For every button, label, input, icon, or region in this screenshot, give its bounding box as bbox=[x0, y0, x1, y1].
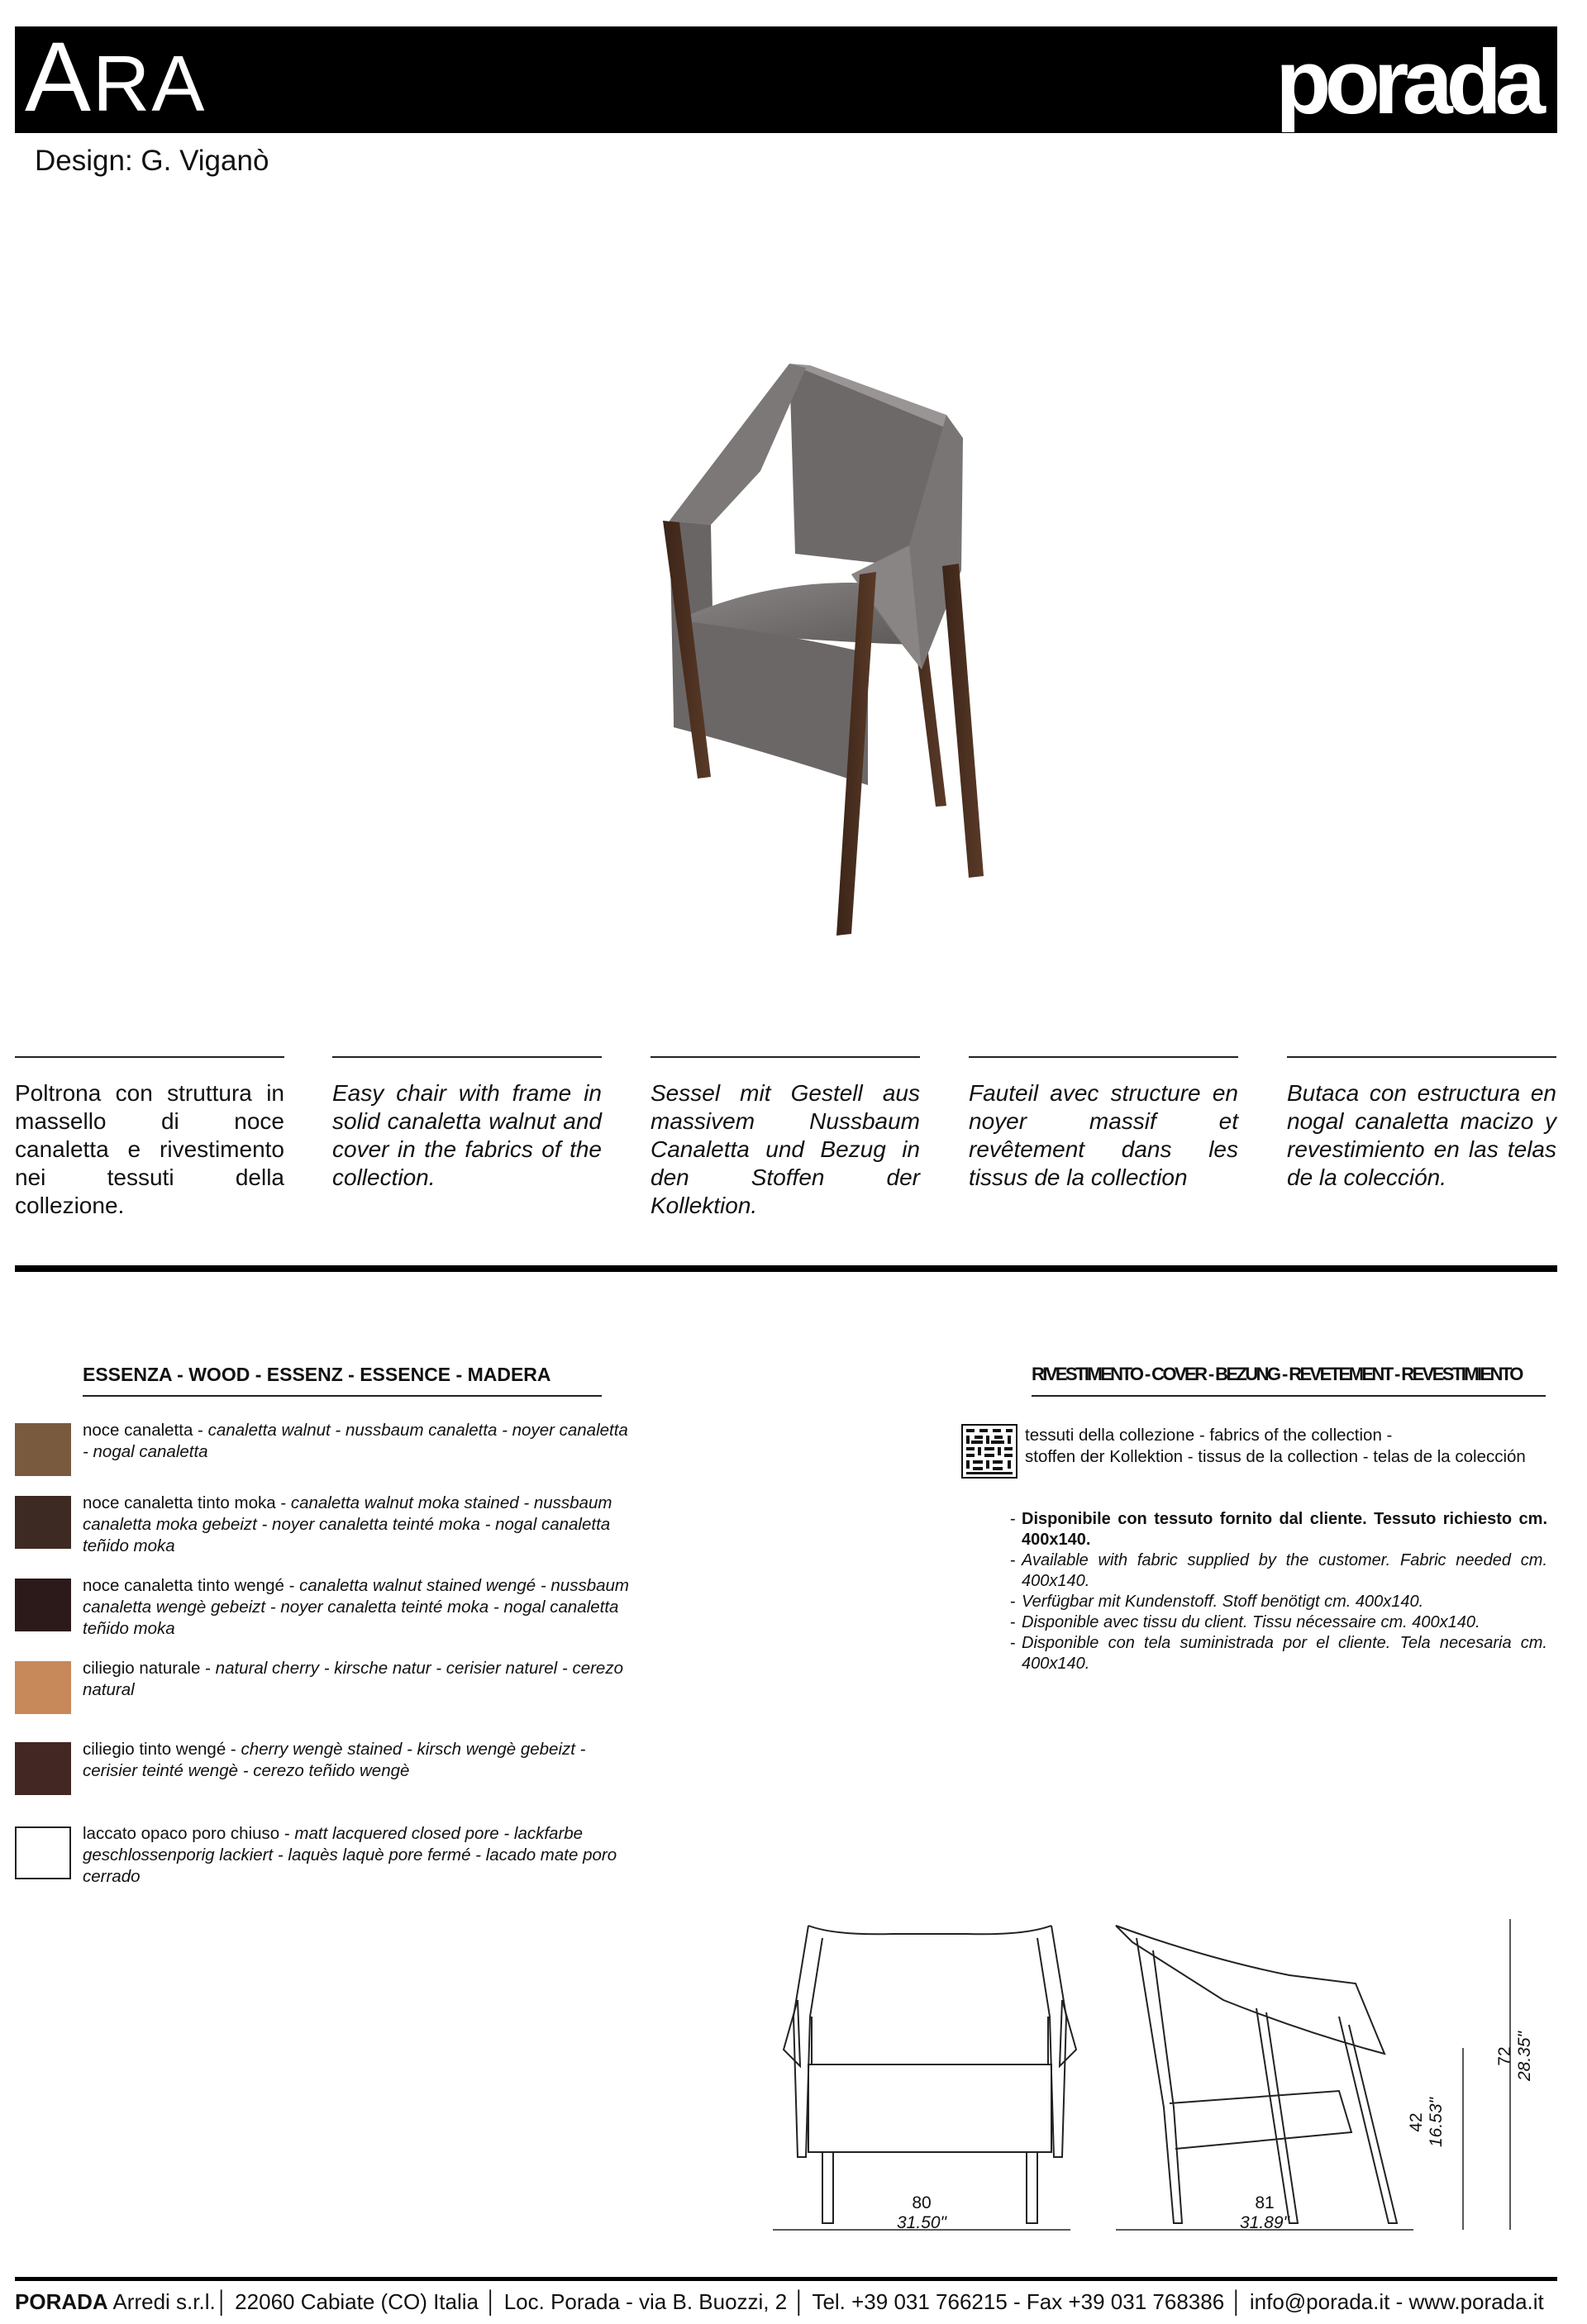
finish-label: ciliegio naturale - natural cherry - kirsche natur - cerisier naturel - cerezo natural bbox=[83, 1659, 623, 1699]
column-rule bbox=[969, 1056, 1238, 1058]
description-text: Poltrona con struttura in massello di noce canaletta e rivestimento nei tessuti della collezione. bbox=[15, 1080, 284, 1218]
finish-label: ciliegio tinto wengé - cherry wengè stained - kirsch wengè gebeizt - cerisier teinté wengè - cerezo teñido wengè bbox=[83, 1740, 586, 1780]
brand-logo: porada bbox=[1275, 31, 1539, 133]
footer-rule bbox=[15, 2277, 1557, 2281]
description-italian bbox=[15, 1056, 284, 1220]
chair-photo bbox=[463, 347, 1141, 942]
column-rule bbox=[1287, 1056, 1556, 1058]
description-english bbox=[332, 1056, 602, 1192]
footer-contact: PORADA Arredi s.r.l.│ 22060 Cabiate (CO) Italia │ Loc. Porada - via B. Buozzi, 2 │ Tel. +39 031 766215 - Fax +39 031 768386 │ info@porada.it - www.porada.it bbox=[15, 2289, 1544, 2314]
cover-note: - Disponible avec tissu du client. Tissu nécessaire cm. 400x140. bbox=[1010, 1613, 1480, 1631]
description-french bbox=[969, 1056, 1238, 1192]
column-rule bbox=[15, 1056, 284, 1058]
finish-swatch bbox=[15, 1661, 71, 1714]
fabric-weave-icon bbox=[961, 1424, 1017, 1479]
cover-fabrics-text: tessuti della collezione - fabrics of the collection - stoffen der Kollektion - tissus de la collection - telas de la colección bbox=[1025, 1426, 1526, 1466]
description-text: Fauteil avec structure en noyer massif et revêtement dans les tissus de la collection bbox=[969, 1080, 1238, 1190]
finish-label: noce canaletta tinto wengé - canaletta walnut stained wengé - nussbaum canaletta wengè gebeizt - noyer canaletta teinté moka - nogal canaletta teñido moka bbox=[83, 1576, 629, 1638]
finish-swatch bbox=[15, 1579, 71, 1631]
column-rule bbox=[651, 1056, 920, 1058]
description-spanish bbox=[1287, 1056, 1556, 1192]
dimension-depth: 81 31.89" bbox=[1239, 2193, 1289, 2232]
cover-note: - Disponibile con tessuto fornito dal cliente. Tessuto richiesto cm. 400x140. bbox=[1010, 1510, 1547, 1549]
dimension-width: 80 31.50" bbox=[896, 2193, 946, 2232]
cover-heading-rule bbox=[1032, 1395, 1546, 1397]
finish-label: noce canaletta - canaletta walnut - nussbaum canaletta - noyer canaletta - nogal canaletta bbox=[83, 1421, 628, 1461]
description-text: Sessel mit Gestell aus massivem Nussbaum Canaletta und Bezug in den Stoffen der Kollektion. bbox=[651, 1080, 920, 1218]
finish-swatch bbox=[15, 1423, 71, 1476]
finish-swatch bbox=[15, 1496, 71, 1549]
finish-label: noce canaletta tinto moka - canaletta walnut moka stained - nussbaum canaletta moka gebeizt - noyer canaletta teinté moka - nogal canaletta teñido moka bbox=[83, 1493, 612, 1555]
wood-heading: ESSENZA - WOOD - ESSENZ - ESSENCE - MADERA bbox=[83, 1364, 551, 1385]
finish-label: laccato opaco poro chiuso - matt lacquered closed pore - lackfarbe geschlossenporig lackiert - laquès laquè pore fermé - lacado mate poro cerrado bbox=[83, 1824, 617, 1886]
description-text: Butaca con estructura en nogal canaletta macizo y revestimiento en las telas de la colección. bbox=[1287, 1080, 1556, 1190]
column-rule bbox=[332, 1056, 602, 1058]
wood-heading-rule bbox=[83, 1395, 602, 1397]
technical-drawings bbox=[760, 1893, 1587, 2240]
dimension-height: 72 28.35" bbox=[1495, 2031, 1534, 2082]
dimension-seat-height: 42 16.53" bbox=[1407, 2098, 1446, 2148]
cover-notes bbox=[1010, 1509, 1547, 1674]
finish-swatch bbox=[15, 1742, 71, 1795]
cover-note: - Available with fabric supplied by the customer. Fabric needed cm. 400x140. bbox=[1010, 1551, 1547, 1590]
description-german bbox=[651, 1056, 920, 1220]
cover-note: - Disponible con tela suministrada por el cliente. Tela necesaria cm. 400x140. bbox=[1010, 1634, 1547, 1673]
designer-credit: Design: G. Viganò bbox=[35, 145, 269, 177]
product-title: ARA bbox=[25, 21, 207, 132]
cover-heading: RIVESTIMENTO - COVER - BEZUNG - REVETEMENT - REVESTIMIENTO bbox=[1032, 1364, 1522, 1384]
cover-note: - Verfügbar mit Kundenstoff. Stoff benötigt cm. 400x140. bbox=[1010, 1593, 1424, 1611]
description-text: Easy chair with frame in solid canaletta walnut and cover in the fabrics of the collection. bbox=[332, 1080, 602, 1190]
front-view-drawing bbox=[784, 1926, 1076, 2223]
side-view-drawing bbox=[1116, 1926, 1397, 2223]
finish-swatch bbox=[15, 1826, 71, 1879]
section-divider bbox=[15, 1265, 1557, 1272]
